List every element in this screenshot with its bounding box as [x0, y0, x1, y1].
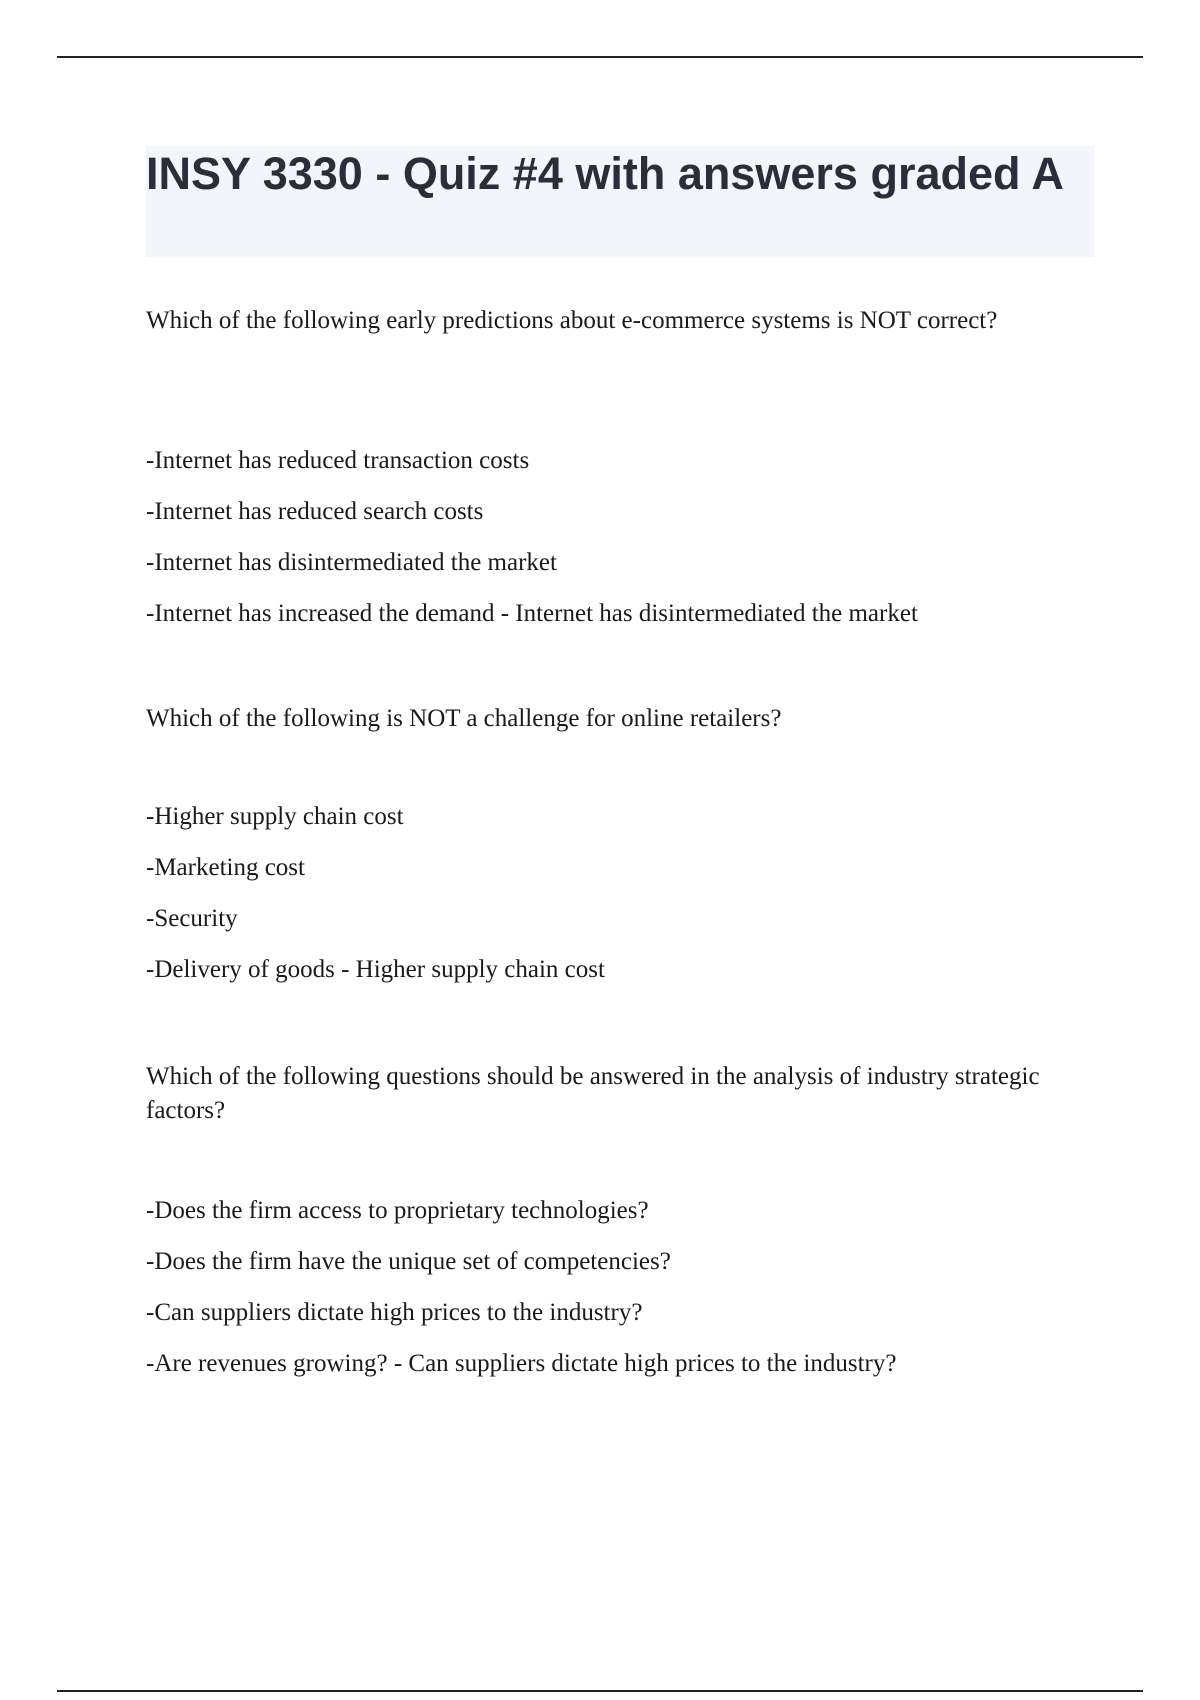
option-3-1: -Does the firm access to proprietary technologies?	[146, 1197, 649, 1224]
option-2-3: -Security	[146, 905, 238, 932]
option-3-4: -Are revenues growing? - Can suppliers dictate high prices to the industry?	[146, 1350, 897, 1377]
document-body	[146, 146, 1094, 1377]
question-3: Which of the following questions should be answered in the analysis of industry strategic factors?	[146, 1063, 1040, 1124]
option-2-4: -Delivery of goods - Higher supply chain cost	[146, 956, 605, 983]
document-title: INSY 3330 - Quiz #4 with answers graded A	[146, 148, 1064, 199]
option-1-2: -Internet has reduced search costs	[146, 498, 484, 525]
options-list-2	[146, 802, 605, 1006]
title-band	[146, 146, 1094, 257]
option-3-3: -Can suppliers dictate high prices to the industry?	[146, 1299, 643, 1326]
option-2-1: -Higher supply chain cost	[146, 803, 404, 830]
options-list-1	[146, 446, 918, 650]
question-1: Which of the following early predictions about e-commerce systems is NOT correct?	[146, 307, 998, 334]
top-divider	[57, 56, 1143, 58]
bottom-divider	[57, 1690, 1143, 1692]
option-1-3: -Internet has disintermediated the market	[146, 549, 557, 576]
option-1-1: -Internet has reduced transaction costs	[146, 447, 530, 474]
option-3-2: -Does the firm have the unique set of competencies?	[146, 1248, 671, 1275]
options-list-3	[146, 1196, 896, 1400]
question-2: Which of the following is NOT a challenge for online retailers?	[146, 705, 782, 732]
option-1-4: -Internet has increased the demand - Internet has disintermediated the market	[146, 600, 918, 627]
option-2-2: -Marketing cost	[146, 854, 305, 881]
